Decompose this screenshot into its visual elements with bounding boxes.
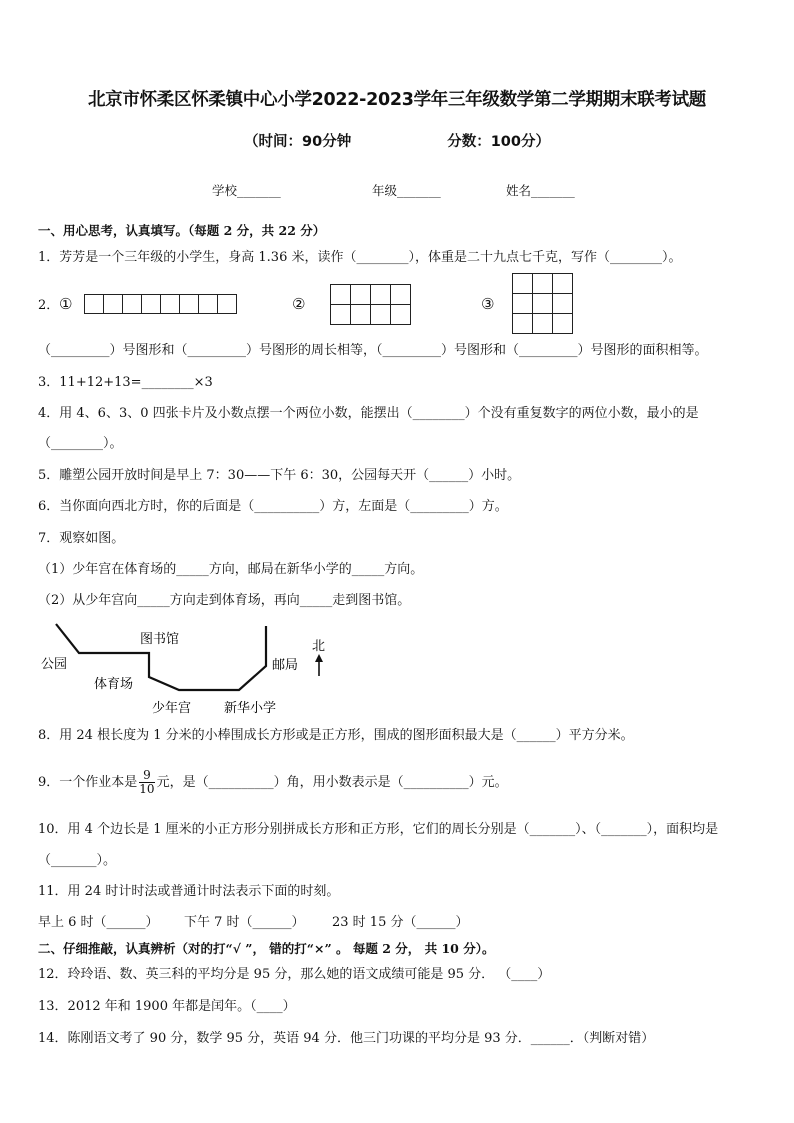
question-11-times [38,913,756,933]
figure-3-grid [512,273,573,334]
page-title: 北京市怀柔区怀柔镇中心小学2022-2023学年三年级数学第二学期期末联考试题 [88,90,706,110]
figure-1-grid [84,294,237,314]
map-label-park: 公园 [41,657,68,672]
question-11: 11．用 24 时计时法或普通计时法表示下面的时刻。 [38,884,340,899]
exam-time: （时间：90分钟 [244,134,352,150]
question-8: 8．用 24 根长度为 1 分米的小棒围成长方形或是正方形，围成的图形面积最大是（______）平方分米。 [38,728,634,743]
question-3: 3．11+12+13=________×3 [38,375,213,390]
time-b: 下午 7 时（______） [184,915,305,930]
name-field: 姓名_______ [506,183,575,198]
north-label: 北 [312,639,326,654]
time-a: 早上 6 时（______） [38,915,159,930]
time-c: 23 时 15 分（______） [332,915,469,930]
map-label-xinhua-school: 新华小学 [224,701,277,716]
fraction-9-10: $\frac{9}{10}$ [139,768,155,796]
school-field: 学校_______ [212,183,281,198]
north-arrowhead-icon [315,654,323,662]
figure-3-label: ③ [481,295,495,313]
question-10-cont: （_______）。 [38,853,117,868]
exam-score: 分数：100分） [447,134,550,150]
question-7-part-2: （2）从少年宫向_____方向走到体育场，再向_____走到图书馆。 [38,593,411,608]
question-2-number: 2． [38,298,60,313]
map-label-stadium: 体育场 [94,677,134,692]
map-label-library: 图书馆 [140,632,180,647]
figure-2-label: ② [292,295,306,313]
route-map [36,616,346,720]
question-9: 9．一个作业本是 $\frac{9}{10}$ 元，是（__________）角，用小数表示是（__________）元。 [38,768,508,796]
question-12: 12．玲玲语、数、英三科的平均分是 95 分，那么她的语文成绩可能是 95 分． （____） [38,967,551,982]
question-2-text: （_________）号图形和（_________）号图形的周长相等，（_________）号图形和（_________）号图形的面积相等。 [38,343,708,358]
question-14: 14．陈刚语文考了 90 分，数学 95 分，英语 94 分．他三门功课的平均分是 93 分．______．（判断对错） [38,1031,655,1046]
question-4: 4．用 4、6、3、0 四张卡片及小数点摆一个两位小数，能摆出（________）个没有重复数字的两位小数，最小的是 [38,406,699,421]
question-10: 10．用 4 个边长是 1 厘米的小正方形分别拼成长方形和正方形，它们的周长分别是（_______）、（_______），面积均是 [38,822,719,837]
map-label-youth-palace: 少年宫 [152,701,192,716]
section-1-heading: 一、用心思考，认真填写。（每题 2 分，共 22 分） [38,223,326,238]
figure-2-grid [330,284,411,325]
question-6: 6．当你面向西北方时，你的后面是（__________）方，左面是（_________）方。 [38,499,508,514]
figure-1-label: ① [59,295,73,313]
question-13: 13．2012 年和 1900 年都是闰年。（____） [38,999,296,1014]
section-2-heading: 二、仔细推敲，认真辨析（对的打“√ ”， 错的打“×” 。 每题 2 分， 共 10 分）。 [38,941,495,956]
question-5: 5．雕塑公园开放时间是早上 7：30——下午 6：30，公园每天开（______）小时。 [38,468,521,483]
question-7: 7．观察如图。 [38,531,125,546]
question-4-cont: （________）。 [38,436,123,451]
grade-field: 年级_______ [372,183,441,198]
exam-subtitle [0,130,794,151]
question-1: 1．芳芳是一个三年级的小学生，身高 1.36 米，读作（________），体重是二十九点七千克，写作（________）。 [38,250,682,265]
question-7-part-1: （1）少年宫在体育场的_____方向，邮局在新华小学的_____方向。 [38,562,424,577]
map-label-post-office: 邮局 [272,658,299,673]
